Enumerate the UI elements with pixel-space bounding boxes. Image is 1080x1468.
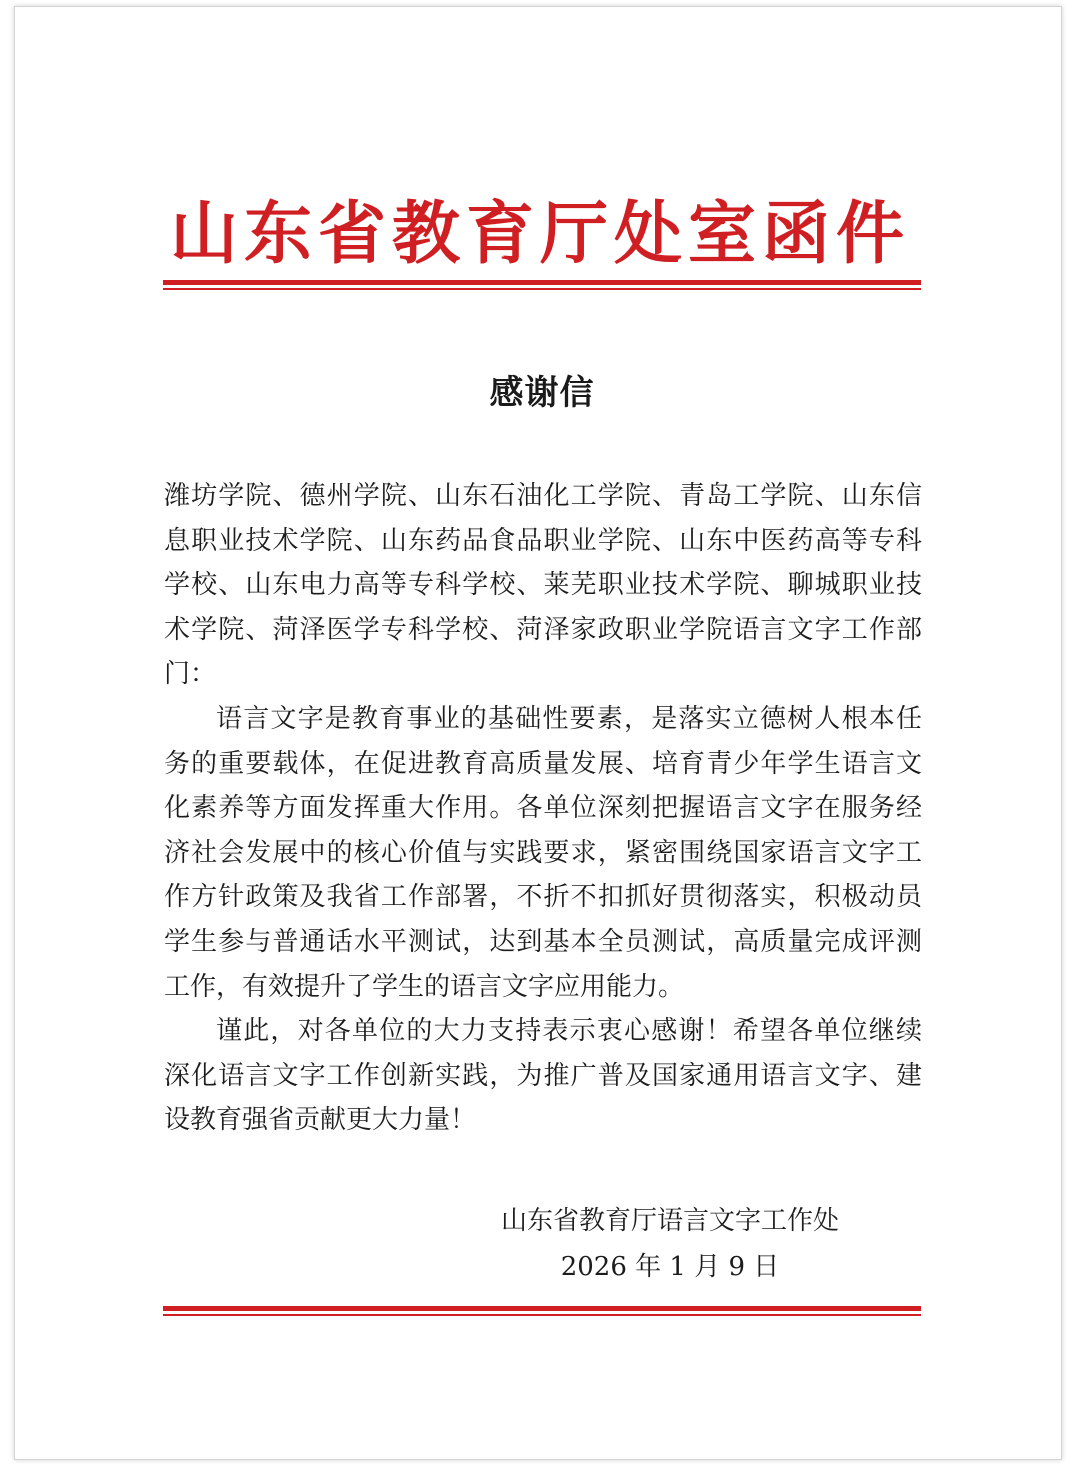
paragraph-line: 语言文字是教育事业的基础性要素，是落实立德树人根本任: [216, 703, 922, 734]
paragraph-line: 济社会发展中的核心价值与实践要求，紧密围绕国家语言文字工: [164, 837, 922, 868]
paragraph-line: 务的重要载体，在促进教育高质量发展、培育青少年学生语言文: [164, 748, 922, 779]
letterhead-title: 山东省教育厅处室函件: [169, 195, 910, 274]
paragraph-line: 深化语言文字工作创新实践，为推广普及国家通用语言文字、建: [164, 1060, 922, 1091]
paragraph-line: 学生参与普通话水平测试，达到基本全员测试，高质量完成评测: [164, 926, 922, 957]
recipients-line: 术学院、菏泽医学专科学校、菏泽家政职业学院语言文字工作部: [164, 614, 922, 645]
paragraph-line: 作方针政策及我省工作部署，不折不扣抓好贯彻落实，积极动员: [164, 882, 922, 913]
letter-body: [164, 474, 922, 1143]
signature-date: 2026 年 1 月 9 日: [560, 1252, 780, 1282]
paragraph-line: 化素养等方面发挥重大作用。各单位深刻把握语言文字在服务经: [164, 793, 922, 824]
signature-organization: 山东省教育厅语言文字工作处: [500, 1206, 839, 1236]
recipients-line: 息职业技术学院、山东药品食品职业学院、山东中医药高等专科: [164, 525, 922, 556]
letter-title: 感谢信: [489, 373, 595, 413]
footer-red-rule: [163, 1306, 921, 1316]
signature-block: [470, 1198, 870, 1290]
paragraph-line: 设教育强省贡献更大力量！: [164, 1105, 477, 1136]
paragraph-line: 谨此，对各单位的大力支持表示衷心感谢！希望各单位继续: [216, 1016, 922, 1047]
paragraph-line: 工作，有效提升了学生的语言文字应用能力。: [164, 971, 685, 1002]
recipients-line: 学校、山东电力高等专科学校、莱芜职业技术学院、聊城职业技: [164, 570, 922, 601]
letterhead-red-rule: [163, 280, 921, 290]
recipients-line: 潍坊学院、德州学院、山东石油化工学院、青岛工学院、山东信: [164, 481, 922, 511]
recipients-line: 门：: [164, 659, 217, 690]
